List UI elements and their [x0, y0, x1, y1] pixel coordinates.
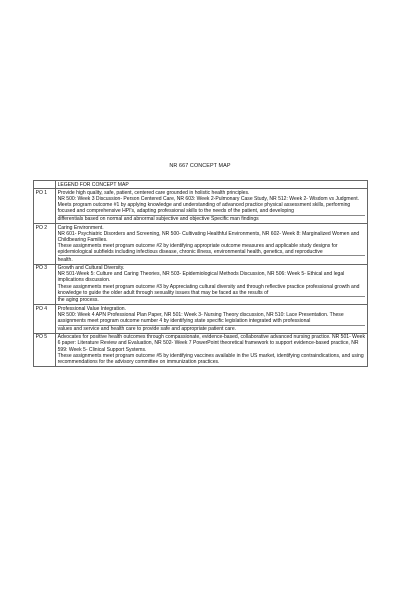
table-row — [34, 305, 368, 333]
concept-map-table — [33, 180, 368, 367]
table-row — [34, 333, 368, 366]
row-title: Growth and Cultural Diversity. — [57, 265, 125, 272]
legend-row — [34, 181, 368, 189]
legend-label-cell — [34, 181, 56, 189]
legend-header: LEGEND FOR CONCEPT MAP — [56, 181, 368, 189]
row-line: Meets program outcome #1 by applying knowledge and understanding of advanced practice physical assessment skills, performing focused and comprehensive HPI's, adapting professional skills to the needs of the patient, and developing — [57, 202, 351, 215]
row-label: PO 2 — [34, 224, 56, 265]
row-line: NR 501-Week 5: Culture and Caring Theories, NR 503- Epidemiological Methods Discussion, NR 506: Week 5- Ethical and legal implications discussion. — [57, 271, 345, 284]
row-title: Professional Value Integration. — [57, 305, 126, 312]
row-content — [56, 224, 368, 265]
row-tail: the aging process. — [57, 297, 99, 304]
row-tail: differentials based on normal and abnormal subjective and objective Specific man findings — [57, 216, 259, 223]
row-label: PO 5 — [34, 333, 56, 366]
row-line: NR 601- Psychiatric Disorders and Screening, NR 500- Cultivating Healthful Environments, NR 602- Week 8: Marginalized Women and Childbearing Families. — [57, 230, 360, 243]
row-title: Advocates for positive health outcomes through compassionate, evidence-based, collaborative advanced nursing practice. NR 501- Week 6 paper: Literature Review and Evaluation, NR 502- Week 7 PowerPoint theoretical framework to support evidence-based practice, NR 599: Week 5- Clinical Support Systems. — [57, 334, 365, 353]
row-tail: values and service and health care to provide safe and appropriate patient care. — [57, 325, 237, 332]
row-line: These assignments meet program outcome #3 by Appreciating cultural diversity and through reflective practice professional growth and knowledge to guide the older adult through sexuality issues that may be faced as the results of — [57, 283, 360, 296]
row-content — [56, 305, 368, 333]
row-content — [56, 264, 368, 305]
row-line: NR 500: Week 4 APN Professional Plan Paper, NR 501: Week 3- Nursing Theory discussion, NR 510: Lace Presentation. These assignments meet program outcome number 4 by identifying state specific legislation integrated with professional — [57, 312, 344, 325]
row-label: PO 3 — [34, 264, 56, 305]
row-line: NR 500: Week 3 Discussion- Person Centered Care, NR 603: Week 2-Pulmonary Case Study, NR 512: Week 2- Wisdom vs Judgment. — [57, 196, 360, 203]
row-line: These assignments meet program outcome #2 by identifying appropriate outcome measures and applicable study designs for epidemiological subfields including infectious disease, chronic illness, environmental health, genetics, and reproductive — [57, 242, 338, 255]
table-row — [34, 264, 368, 305]
row-title: Caring Environment. — [57, 224, 104, 231]
row-content — [56, 333, 368, 366]
document-title: NR 667 CONCEPT MAP — [169, 163, 231, 169]
table-row — [34, 224, 368, 265]
row-content — [56, 189, 368, 224]
row-tail: health. — [57, 256, 73, 263]
row-line: These assignments meet program outcome #5 by identifying vaccines available in the US market, identifying contraindications, and using recommendations for the advisory committee on immunization practices. — [57, 352, 364, 365]
table-row — [34, 189, 368, 224]
row-title: Provide high quality, safe, patient, centered care grounded in holistic health principles. — [57, 190, 250, 197]
row-label: PO 4 — [34, 305, 56, 333]
row-label: PO 1 — [34, 189, 56, 224]
